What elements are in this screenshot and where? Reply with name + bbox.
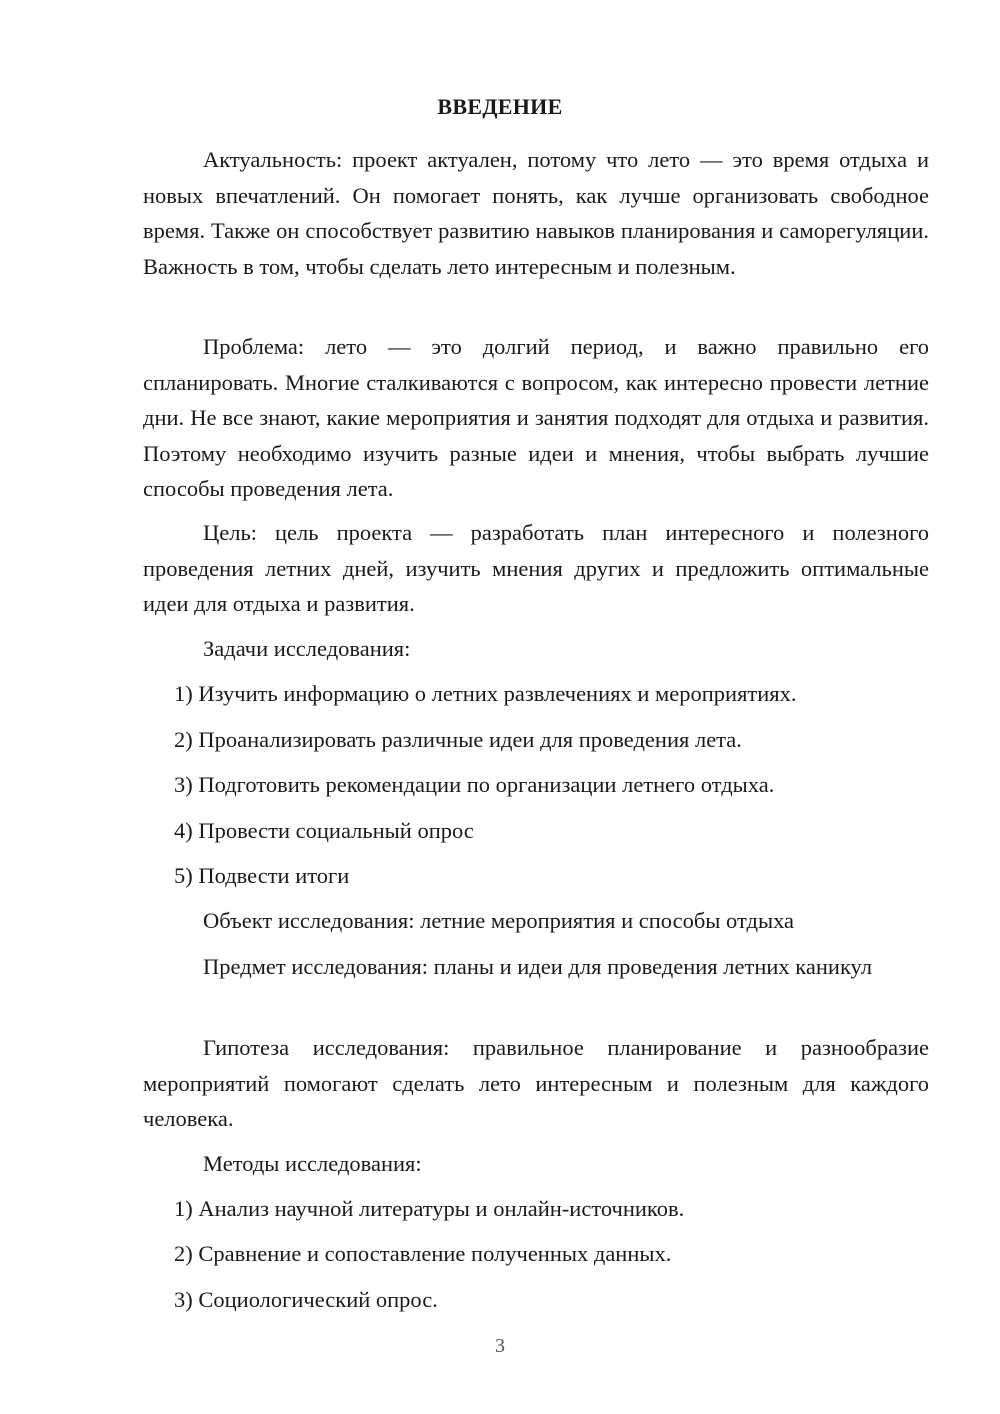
relevance-paragraph: Актуальность: проект актуален, потому что лето — это время отдыха и новых впечатлений. Он помогает понять, как лучше организовать свободное время. Также он способствует развитию навыков планирования и саморегуляции. Важность в том, чтобы сделать лето интересным и полезным.	[143, 147, 929, 279]
hypothesis-paragraph: Гипотеза исследования: правильное планирование и разнообразие мероприятий помогают сделать лето интересным и полезным для каждого человека.	[143, 1035, 929, 1131]
page-title: ВВЕДЕНИЕ	[437, 94, 563, 119]
method-item-1: 1) Анализ научной литературы и онлайн-источников.	[174, 1196, 685, 1221]
method-item-2: 2) Сравнение и сопоставление полученных данных.	[174, 1241, 672, 1266]
page-number: 3	[495, 1335, 505, 1357]
problem-paragraph: Проблема: лето — это долгий период, и важно правильно его спланировать. Многие сталкиваются с вопросом, как интересно провести летние дни. Не все знают, какие мероприятия и занятия подходят для отдыха и развития. Поэтому необходимо изучить разные идеи и мнения, чтобы выбрать лучшие способы проведения лета.	[143, 334, 929, 501]
goal-paragraph: Цель: цель проекта — разработать план интересного и полезного проведения летних дней, изучить мнения других и предложить оптимальные идеи для отдыха и развития.	[143, 520, 929, 616]
task-item-3: 3) Подготовить рекомендации по организации летнего отдыха.	[174, 772, 775, 797]
subject-paragraph: Предмет исследования: планы и идеи для проведения летних каникул	[203, 954, 873, 979]
task-item-1: 1) Изучить информацию о летних развлечениях и мероприятиях.	[174, 681, 797, 706]
tasks-heading: Задачи исследования:	[203, 636, 411, 661]
task-item-4: 4) Провести социальный опрос	[174, 818, 474, 843]
task-item-2: 2) Проанализировать различные идеи для проведения лета.	[174, 727, 742, 752]
object-line: Объект исследования: летние мероприятия и способы отдыха	[203, 908, 795, 933]
task-item-5: 5) Подвести итоги	[174, 863, 350, 888]
method-item-3: 3) Социологический опрос.	[174, 1287, 438, 1312]
methods-heading: Методы исследования:	[203, 1151, 422, 1176]
